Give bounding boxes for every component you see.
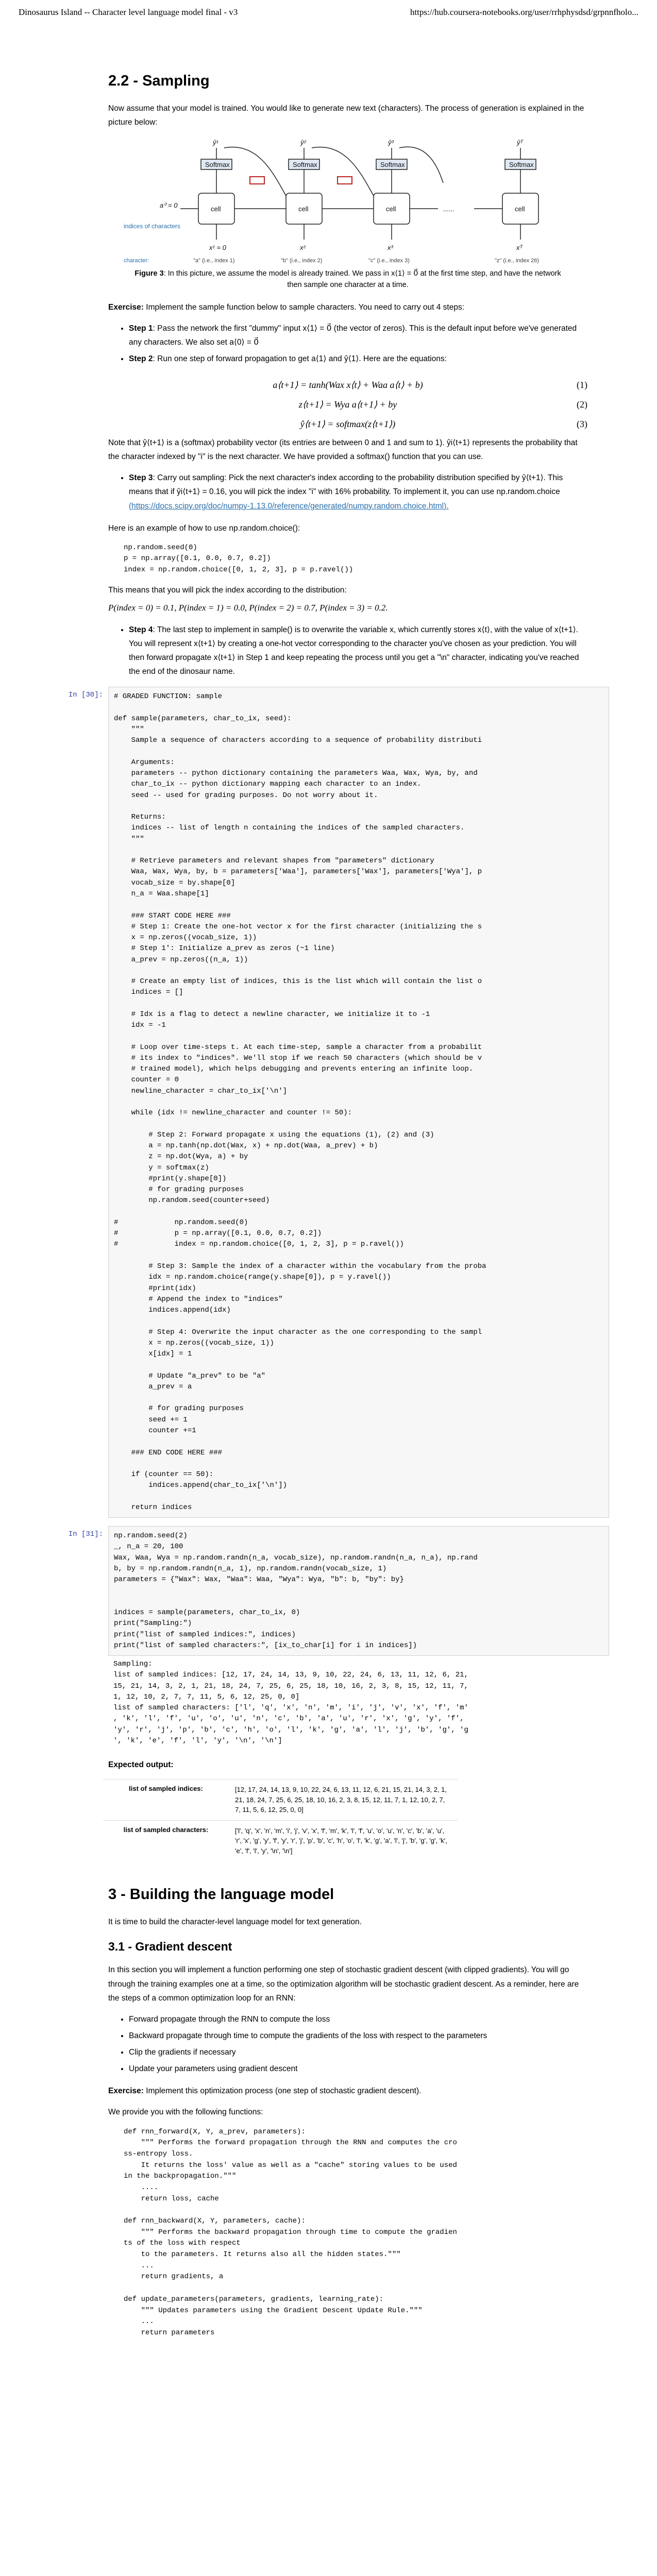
expected-indices-label: list of sampled indices: — [103, 1780, 229, 1821]
step-2-text: : Run one step of forward propagation to get a⟨1⟩ and ŷ⟨1⟩. Here are the equations: — [153, 354, 447, 363]
step-4-text: : The last step to implement in sample() is to overwrite the variable x, which currently stores x⟨t⟩, with the value of x⟨t+1⟩. You will represent x⟨t+1⟩ by creating a one-hot vector corresponding to the character you've chosen as your prediction. You will then forward propagate x⟨t+1⟩ in Step 1 and keep repeating the process until you get a "\n" character, indicating you've reached the end of the dinosaur name. — [129, 625, 579, 676]
svg-text:ŷ¹: ŷ¹ — [213, 139, 218, 146]
indices-label: indices of characters — [124, 223, 181, 230]
cell-31-output: Sampling: list of sampled indices: [12, 17, 24, 14, 13, 9, 10, 22, 24, 6, 13, 11, 12, 6, 21, 15, 21, 14, 3, 2, 1, 21, 18, 24, 7, 25, 6, 25, 18, 10, 16, 2, 3, 8, 15, 12, 11, 7, 1, 12, 10, 2, 7, 7, 11, 5, 6, 12, 25, 0, 0] list of sampled characters: ['l', 'q', 'x', 'n', 'm', 'i', 'j', 'v', 'x', 'f', 'm' , 'k', 'l', 'f', 'u', 'o', 'u', 'n', 'c', 'b', 'a', 'u', 'r', 'x', 'g', 'y', 'f', 'y', 'r', 'j', 'p', 'b', 'c', 'h', 'o', 'l', 'k', 'g', 'a', 'l', 'j', 'b', 'g', 'g ', 'k', 'e', 'f', 'l', 'y', '\n', '\n'] — [113, 1660, 468, 1745]
step-1 — [129, 321, 587, 349]
print-url: https://hub.coursera-notebooks.org/user/rrhphysdsd/grpnnfholo... — [410, 7, 638, 17]
exercise-optimize — [108, 2084, 587, 2098]
notebook — [31, 62, 629, 2346]
expected-output-table — [103, 1779, 458, 1861]
sample-marker-1 — [250, 177, 264, 184]
sampling-intro: Now assume that your model is trained. You would like to generate new text (characters). The process of generation is explained in the picture below: — [108, 104, 584, 127]
section-heading-building: 3 - Building the language model — [108, 1886, 334, 1903]
expected-chars-row — [103, 1820, 458, 1861]
building-intro: It is time to build the character-level language model for text generation. — [108, 1918, 362, 1927]
expected-output-heading — [108, 1758, 587, 1772]
svg-text:x¹ = 0: x¹ = 0 — [209, 244, 226, 251]
sample-marker-2 — [338, 177, 352, 184]
steps-list-4 — [108, 623, 587, 679]
gradient-intro: In this section you will implement a function performing one step of stochastic gradient descent (with clipped gradients). You will go through the training examples one at a time, so the optimization algorithm will be stochastic gradient descent. As a reminder, here are the steps of a common optimization loop for an RNN: — [108, 1965, 579, 2003]
equation-3-number: (3) — [577, 419, 587, 429]
provided-functions-code: def rnn_forward(X, Y, a_prev, parameters): """ Performs the forward propagation through the RNN and computes the cro ss-entropy loss. It returns the loss' value as well as a "cache" storing values to be used in the backpropagation.""" .... return loss, cache def rnn_backward(X, Y, parameters, cache): """ Performs the backward propagation through time to compute the gradien ts of the loss with respect to the parameters. It returns also all the hidden states.""" ... return gradients, a def update_parameters(parameters, gradients, learning_rate): """ Updates parameters using the Gradient Descent Update Rule.""" ... return parameters — [124, 2127, 457, 2337]
print-title: Dinosaurus Island -- Character level language model final - v3 — [19, 7, 238, 17]
equation-2-body: z⟨t+1⟩ = Wya a⟨t+1⟩ + by — [298, 399, 397, 410]
svg-text:xᵀ: xᵀ — [516, 244, 523, 251]
step-3 — [129, 471, 587, 513]
optimization-step-2: • Backward propagate through time to compute the gradients of the loss with respect to the parameters — [129, 2029, 587, 2043]
equation-1-number: (1) — [577, 380, 587, 390]
steps-list-1-2 — [108, 321, 587, 366]
example-after: This means that you will pick the index according to the distribution: — [108, 585, 347, 595]
figure-caption-text: In this picture, we assume the model is already trained. We pass in x⟨1⟩ = 0⃗ at the first time step, and have the network then sample one character at a time. — [167, 269, 561, 289]
step-4 — [129, 623, 587, 679]
step-2-label: Step 2 — [129, 354, 153, 363]
expected-indices-row — [103, 1780, 458, 1821]
optimization-step-3: • Clip the gradients if necessary — [129, 2045, 587, 2059]
cell-31-prompt: In [31]: — [68, 1530, 103, 1539]
svg-text:x³: x³ — [388, 244, 393, 251]
optimization-step-1: • Forward propagate through the RNN to compute the loss — [129, 2012, 587, 2026]
subsection-heading-gradient: 3.1 - Gradient descent — [108, 1940, 232, 1954]
example-code: np.random.seed(0) p = np.array([0.1, 0.0, 0.7, 0.2]) index = np.random.choice([0, 1, 2, 3], p = p.ravel()) — [124, 543, 353, 574]
figure-caption-label: Figure 3 — [134, 269, 164, 278]
character-c: "c" (i.e., index 3) — [368, 258, 410, 264]
exercise-sample — [108, 300, 587, 314]
provided-functions-text: We provide you with the following functions: — [108, 2108, 263, 2117]
character-z: "z" (i.e., index 26) — [495, 258, 540, 264]
exercise-optimize-label: Exercise: — [108, 2087, 144, 2096]
cell-label-1: cell — [211, 205, 221, 213]
svg-text:a⁰ = 0: a⁰ = 0 — [160, 201, 178, 209]
cell-30-code[interactable]: # GRADED FUNCTION: sample def sample(parameters, char_to_ix, seed): """ Sample a sequence of characters according to a sequence of probability distributi Arguments: parameters -- python dictionary containing the parameters Waa, Wax, Wya, by, and char_to_ix -- python dictionary mapping each character to an index. seed -- used for grading purposes. Do not worry about it. Returns: indices -- list of length n containing the indices of the sampled characters. """ # Retrieve parameters and relevant shapes from "parameters" dictionary Waa, Wax, Wya, by, b = parameters['Waa'], parameters['Wax'], parameters['Wya'], p vocab_size = by.shape[0] n_a = Waa.shape[1] ### START CODE HERE ### # Step 1: Create the one-hot vector x for the first character (initializing the s x = np.zeros((vocab_size, 1)) # Step 1': Initialize a_prev as zeros (~1 line) a_prev = np.zeros((n_a, 1)) # Create an empty list of indices, this is the list which will contain the list o indices = [] # Idx is a flag to detect a newline character, we initialize it to -1 idx = -1 # Loop over time-steps t. At each time-step, sample a character from a probabilit # its index to "indices". We'll stop if we reach 50 characters (which should be v # trained model), which helps debugging and prevents entering an infinite loop. counter = 0 newline_character = char_to_ix['\n'] while (idx != newline_character and counter != 50): # Step 2: Forward propagate x using the equations (1), (2) and (3) a = np.tanh(np.dot(Wax, x) + np.dot(Waa, a_prev) + b) z = np.dot(Wya, a) + by y = softmax(z) #print(y.shape[0]) # for grading purposes np.random.seed(counter+seed) # np.random.seed(0) # p = np.array([0.1, 0.0, 0.7, 0.2]) # index = np.random.choice([0, 1, 2, 3], p = p.ravel()) # Step 3: Sample the index of a character within the vocabulary from the proba idx = np.random.choice(range(y.shape[0]), p = y.ravel()) #print(idx) # Append the index to "indices" indices.append(idx) # Step 4: Overwrite the input character as the one corresponding to the sampl x = np.zeros((vocab_size, 1)) x[idx] = 1 # Update "a_prev" to be "a" a_prev = a # for grading purposes seed += 1 counter +=1 ### END CODE HERE ### if (counter == 50): indices.append(char_to_ix['\n']) return indices — [108, 687, 609, 1518]
character-b: "b" (i.e., index 2) — [281, 258, 323, 264]
cell-label-2: cell — [298, 205, 309, 213]
code-cell-31 — [31, 1526, 629, 1750]
figure-caption: Figure 3: In this picture, we assume the model is already trained. We pass in x⟨1⟩ = 0⃗ at the first time step, and have the network then sample one character at a time. — [134, 269, 561, 289]
equation-3-body: ŷ⟨t+1⟩ = softmax(z⟨t+1⟩) — [300, 419, 396, 429]
equation-1-body: a⟨t+1⟩ = tanh(Wax x⟨t⟩ + Waa a⟨t⟩ + b) — [273, 380, 423, 390]
svg-text:x²: x² — [300, 244, 306, 251]
expected-indices-value: [12, 17, 24, 14, 13, 9, 10, 22, 24, 6, 13, 11, 12, 6, 21, 15, 21, 14, 3, 2, 1, 21, 18, 24, 7, 25, 6, 25, 18, 10, 16, 2, 3, 8, 15, 12, 11, 7, 1, 12, 10, 2, 7, 7, 11, 5, 6, 12, 25, 0, 0] — [229, 1780, 458, 1821]
character-a: "a" (i.e., index 1) — [193, 258, 235, 264]
code-cell-30 — [31, 687, 629, 1518]
softmax-note: Note that ŷ⟨t+1⟩ is a (softmax) probability vector (its entries are between 0 and 1 and sum to 1). ŷi⟨t+1⟩ represents the probability that the character indexed by "i" is the next character. We have provided a softmax() function that you can use. — [108, 438, 578, 462]
svg-text:ŷ²: ŷ² — [300, 139, 306, 146]
step-1-label: Step 1 — [129, 324, 153, 333]
exercise-optimize-text: Implement this optimization process (one step of stochastic gradient descent). — [146, 2087, 422, 2096]
character-row-label: character: — [124, 258, 149, 264]
step-4-label: Step 4 — [129, 625, 153, 634]
section-heading-sampling: 2.2 - Sampling — [108, 73, 210, 89]
exercise-label: Exercise: — [108, 302, 144, 312]
optimization-step-4: • Update your parameters using gradient descent — [129, 2062, 587, 2076]
rnn-sampling-diagram — [108, 137, 587, 265]
example-intro: Here is an example of how to use np.random.choice(): — [108, 523, 300, 533]
cell-31-code[interactable]: np.random.seed(2) _, n_a = 20, 100 Wax, Waa, Wya = np.random.randn(n_a, vocab_size), np.random.randn(n_a, n_a), np.rand b, by = np.random.randn(n_a, 1), np.random.randn(vocab_size, 1) parameters = {"Wax": Wax, "Waa": Waa, "Wya": Wya, "b": b, "by": by} indices = sample(parameters, char_to_ix, 0) print("Sampling:") print("list of sampled indices:", indices) print("list of sampled characters:", [ix_to_char[i] for i in indices]) — [108, 1526, 609, 1656]
expected-output-block — [108, 1758, 587, 1772]
svg-text:ŷ³: ŷ³ — [388, 139, 394, 146]
diagram-dots: ...... — [443, 205, 454, 213]
print-header — [19, 7, 638, 20]
cell-label-4: cell — [515, 205, 525, 213]
expected-chars-value: ['l', 'q', 'x', 'n', 'm', 'i', 'j', 'v', 'x', 'f', 'm', 'k', 'l', 'f', 'u', 'o', 'u', 'n', 'c', 'b', 'a', 'u', 'r', 'x', 'g', 'y', 'f', 'y', 'r', 'j', 'p', 'b', 'c', 'h', 'o', 'l', 'k', 'g', 'a', 'l', 'j', 'b', 'g', 'g', 'k', 'e', 'f', 'l', 'y', '\n', '\n'] — [229, 1820, 458, 1861]
numpy-choice-link[interactable]: (https://docs.scipy.org/doc/numpy-1.13.0/reference/generated/numpy.random.choice.html). — [129, 501, 449, 511]
step-1-text: : Pass the network the first "dummy" input x⟨1⟩ = 0⃗ (the vector of zeros). This is the default input before we've generated any characters. We also set a⟨0⟩ = 0⃗ — [129, 324, 577, 347]
step-3-text: : Carry out sampling: Pick the next character's index according to the probability distribution specified by ŷ⟨t+1⟩. This means that if ŷi⟨t+1⟩ = 0.16, you will pick the index "i" with 16% probability. To implement it, you can use np.random.choice — [129, 473, 563, 497]
cell-30-prompt: In [30]: — [68, 691, 103, 700]
exercise-text: Implement the sample function below to sample characters. You need to carry out 4 steps: — [146, 302, 465, 312]
svg-text:ŷᵀ: ŷᵀ — [517, 139, 523, 146]
example-distribution: P(index = 0) = 0.1, P(index = 1) = 0.0, P(index = 2) = 0.7, P(index = 3) = 0.2. — [108, 602, 388, 613]
equation-2 — [108, 394, 587, 413]
cell-label-3: cell — [386, 205, 396, 213]
softmax-label-1: Softmax — [205, 161, 230, 168]
expected-output-label: Expected output: — [108, 1760, 174, 1770]
equation-1 — [108, 374, 587, 394]
step-3-label: Step 3 — [129, 473, 153, 483]
softmax-label-2: Softmax — [293, 161, 317, 168]
markdown-cell-sampling — [108, 68, 587, 679]
softmax-label-4: Softmax — [509, 161, 534, 168]
markdown-cell-building — [108, 1882, 587, 2338]
equation-2-number: (2) — [577, 399, 587, 410]
expected-chars-label: list of sampled characters: — [103, 1820, 229, 1861]
optimization-steps-list — [108, 2012, 587, 2076]
softmax-label-3: Softmax — [380, 161, 405, 168]
steps-list-3 — [108, 471, 587, 513]
step-2 — [129, 352, 587, 366]
equation-3 — [108, 413, 587, 433]
